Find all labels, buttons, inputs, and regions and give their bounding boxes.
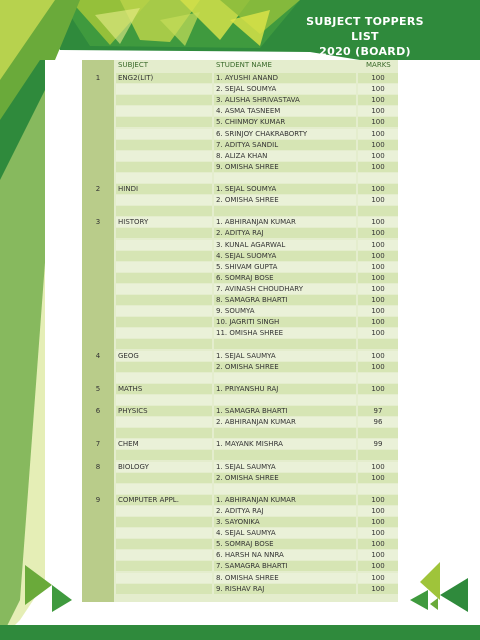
row-marks: 100 bbox=[371, 218, 385, 227]
row-marks: 100 bbox=[371, 351, 385, 360]
row-student-name: 11. OMISHA SHREE bbox=[216, 329, 284, 338]
table-row bbox=[82, 328, 398, 339]
table-row bbox=[82, 162, 398, 173]
table-row bbox=[82, 362, 398, 373]
table-row bbox=[82, 495, 398, 506]
row-student-name: 2. OMISHA SHREE bbox=[216, 196, 279, 205]
table-row bbox=[82, 140, 398, 151]
row-student-name: 7. ADITYA SANDIL bbox=[216, 140, 279, 149]
table-row bbox=[82, 550, 398, 561]
row-subject: BIOLOGY bbox=[118, 462, 149, 471]
row-marks: 96 bbox=[373, 418, 383, 427]
row-student-name: 9. OMISHA SHREE bbox=[216, 162, 279, 171]
row-subject: MATHS bbox=[118, 384, 143, 393]
row-marks: 100 bbox=[371, 251, 385, 260]
row-marks: 100 bbox=[371, 551, 385, 560]
row-marks: 100 bbox=[371, 307, 385, 316]
row-index: 2 bbox=[95, 185, 101, 193]
row-marks: 100 bbox=[371, 573, 385, 582]
row-subject: HISTORY bbox=[118, 218, 149, 227]
row-index: 6 bbox=[95, 407, 101, 415]
row-marks: 100 bbox=[371, 584, 385, 593]
row-student-name: 1. SEJAL SAUMYA bbox=[216, 351, 276, 360]
row-student-name: 6. SRINJOY CHAKRABORTY bbox=[216, 129, 308, 138]
table-row bbox=[82, 173, 398, 184]
student-name-header: STUDENT NAME bbox=[216, 61, 272, 69]
table-row bbox=[82, 395, 398, 406]
row-student-name: 2. OMISHA SHREE bbox=[216, 362, 279, 371]
row-student-name: 1. ABHIRANJAN KUMAR bbox=[216, 495, 296, 504]
row-subject: HINDI bbox=[118, 185, 139, 193]
page-title bbox=[300, 14, 430, 59]
table-row bbox=[82, 462, 398, 473]
row-marks: 100 bbox=[371, 229, 385, 238]
row-marks: 100 bbox=[371, 296, 385, 304]
row-marks: 100 bbox=[371, 107, 385, 116]
table-row bbox=[82, 228, 398, 239]
table-row bbox=[82, 184, 398, 195]
table-row bbox=[82, 129, 398, 140]
row-student-name: 8. ALIZA KHAN bbox=[216, 151, 268, 160]
row-marks: 100 bbox=[371, 562, 385, 571]
table-row bbox=[82, 273, 398, 284]
bottom-bar bbox=[0, 625, 480, 640]
row-student-name: 2. ADITYA RAJ bbox=[216, 229, 264, 238]
row-student-name: 3. ALISHA SHRIVASTAVA bbox=[216, 96, 300, 105]
row-marks: 100 bbox=[371, 151, 385, 160]
table-row bbox=[82, 384, 398, 395]
row-index: 9 bbox=[95, 495, 101, 504]
table-row bbox=[82, 217, 398, 228]
table-row bbox=[82, 439, 398, 450]
table-row bbox=[82, 573, 398, 584]
row-student-name: 2. ABHIRANJAN KUMAR bbox=[216, 418, 296, 427]
table-row bbox=[82, 351, 398, 362]
row-student-name: 1. ABHIRANJAN KUMAR bbox=[216, 218, 296, 227]
table-row bbox=[82, 73, 398, 84]
row-index: 8 bbox=[95, 462, 101, 471]
subject-header: SUBJECT bbox=[118, 61, 149, 69]
row-marks: 100 bbox=[371, 473, 385, 482]
title-line-1: SUBJECT TOPPERS LIST bbox=[306, 15, 424, 43]
row-marks: 100 bbox=[371, 462, 385, 471]
row-student-name: 8. OMISHA SHREE bbox=[216, 573, 279, 582]
table-row bbox=[82, 539, 398, 550]
table-row bbox=[82, 306, 398, 317]
table-row bbox=[82, 428, 398, 439]
row-student-name: 5. SHIVAM GUPTA bbox=[216, 262, 278, 271]
row-student-name: 5. SOMRAJ BOSE bbox=[216, 540, 274, 549]
row-student-name: 4. SEJAL SUOMYA bbox=[216, 251, 277, 260]
row-marks: 100 bbox=[371, 284, 385, 293]
row-subject: COMPUTER APPL. bbox=[118, 495, 179, 504]
table-row bbox=[82, 517, 398, 528]
row-index: 5 bbox=[95, 384, 101, 393]
row-marks: 100 bbox=[371, 529, 385, 538]
table-row bbox=[82, 584, 398, 595]
row-student-name: 9. SOUMYA bbox=[216, 307, 255, 316]
row-student-name: 7. AVINASH CHOUDHARY bbox=[216, 284, 303, 293]
row-marks: 100 bbox=[371, 118, 385, 127]
table-row bbox=[82, 95, 398, 106]
table-row bbox=[82, 406, 398, 417]
row-student-name: 6. SOMRAJ BOSE bbox=[216, 273, 274, 282]
row-marks: 100 bbox=[371, 240, 385, 249]
row-marks: 100 bbox=[371, 318, 385, 327]
table-row bbox=[82, 240, 398, 251]
row-subject: CHEM bbox=[118, 440, 139, 449]
table-row bbox=[82, 295, 398, 306]
row-student-name: 6. HARSH NA NNRA bbox=[216, 551, 284, 560]
row-student-name: 1. SAMAGRA BHARTI bbox=[216, 407, 288, 415]
table-row bbox=[82, 528, 398, 539]
row-student-name: 1. PRIYANSHU RAJ bbox=[216, 384, 279, 393]
row-marks: 100 bbox=[371, 540, 385, 549]
row-subject: ENG2(LIT) bbox=[118, 74, 154, 82]
row-subject: PHYSICS bbox=[118, 407, 148, 415]
table-row bbox=[82, 317, 398, 328]
row-marks: 100 bbox=[371, 518, 385, 526]
row-subject: GEOG bbox=[118, 351, 139, 360]
table-row bbox=[82, 373, 398, 384]
row-index: 1 bbox=[95, 74, 101, 82]
row-student-name: 5. CHINMOY KUMAR bbox=[216, 118, 286, 127]
row-marks: 100 bbox=[371, 495, 385, 504]
row-marks: 100 bbox=[371, 273, 385, 282]
row-student-name: 2. SEJAL SOUMYA bbox=[216, 85, 277, 94]
row-index: 7 bbox=[95, 440, 101, 449]
table-row bbox=[82, 262, 398, 273]
title-line-2: 2020 (BOARD) bbox=[319, 45, 411, 58]
row-marks: 100 bbox=[371, 140, 385, 149]
marks-header: MARKS bbox=[366, 61, 391, 69]
table-row bbox=[82, 417, 398, 428]
row-student-name: 3. KUNAL AGARWAL bbox=[216, 240, 286, 249]
table-row bbox=[82, 284, 398, 295]
row-student-name: 2. OMISHA SHREE bbox=[216, 473, 279, 482]
row-marks: 100 bbox=[371, 162, 385, 171]
row-student-name: 4. SEJAL SAUMYA bbox=[216, 529, 276, 538]
row-student-name: 2. ADITYA RAJ bbox=[216, 506, 264, 515]
row-student-name: 4. ASMA TASNEEM bbox=[216, 107, 281, 116]
row-marks: 97 bbox=[373, 407, 383, 415]
row-marks: 100 bbox=[371, 362, 385, 371]
table-row bbox=[82, 151, 398, 162]
table-row bbox=[82, 473, 398, 484]
table-row bbox=[82, 506, 398, 517]
row-index: 3 bbox=[95, 218, 101, 227]
row-marks: 100 bbox=[371, 196, 385, 205]
row-marks: 100 bbox=[371, 262, 385, 271]
row-marks: 100 bbox=[371, 85, 385, 94]
row-student-name: 9. RISHAV RAJ bbox=[216, 584, 265, 593]
table-row bbox=[82, 195, 398, 206]
table-row bbox=[82, 84, 398, 95]
table-row bbox=[82, 484, 398, 495]
toppers-table bbox=[82, 60, 398, 602]
row-marks: 100 bbox=[371, 384, 385, 393]
row-marks: 100 bbox=[371, 506, 385, 515]
row-student-name: 8. SAMAGRA BHARTI bbox=[216, 296, 288, 304]
row-marks: 100 bbox=[371, 74, 385, 82]
table-row bbox=[82, 450, 398, 461]
table-row bbox=[82, 106, 398, 117]
table-row bbox=[82, 117, 398, 128]
table-row bbox=[82, 206, 398, 217]
row-marks: 99 bbox=[373, 440, 383, 449]
row-marks: 100 bbox=[371, 329, 385, 338]
row-marks: 100 bbox=[371, 185, 385, 193]
row-student-name: 10. JAGRITI SINGH bbox=[216, 318, 280, 327]
row-index: 4 bbox=[95, 351, 101, 360]
row-student-name: 3. SAYONIKA bbox=[216, 518, 260, 526]
row-marks: 100 bbox=[371, 129, 385, 138]
row-student-name: 7. SAMAGRA BHARTI bbox=[216, 562, 288, 571]
table-header bbox=[82, 60, 398, 72]
row-student-name: 1. SEJAL SAUMYA bbox=[216, 462, 276, 471]
table-row bbox=[82, 339, 398, 350]
row-marks: 100 bbox=[371, 96, 385, 105]
row-student-name: 1. AYUSHI ANAND bbox=[216, 74, 278, 82]
table-row bbox=[82, 251, 398, 262]
table-row bbox=[82, 561, 398, 572]
row-student-name: 1. SEJAL SOUMYA bbox=[216, 185, 277, 193]
row-student-name: 1. MAYANK MISHRA bbox=[216, 440, 283, 449]
